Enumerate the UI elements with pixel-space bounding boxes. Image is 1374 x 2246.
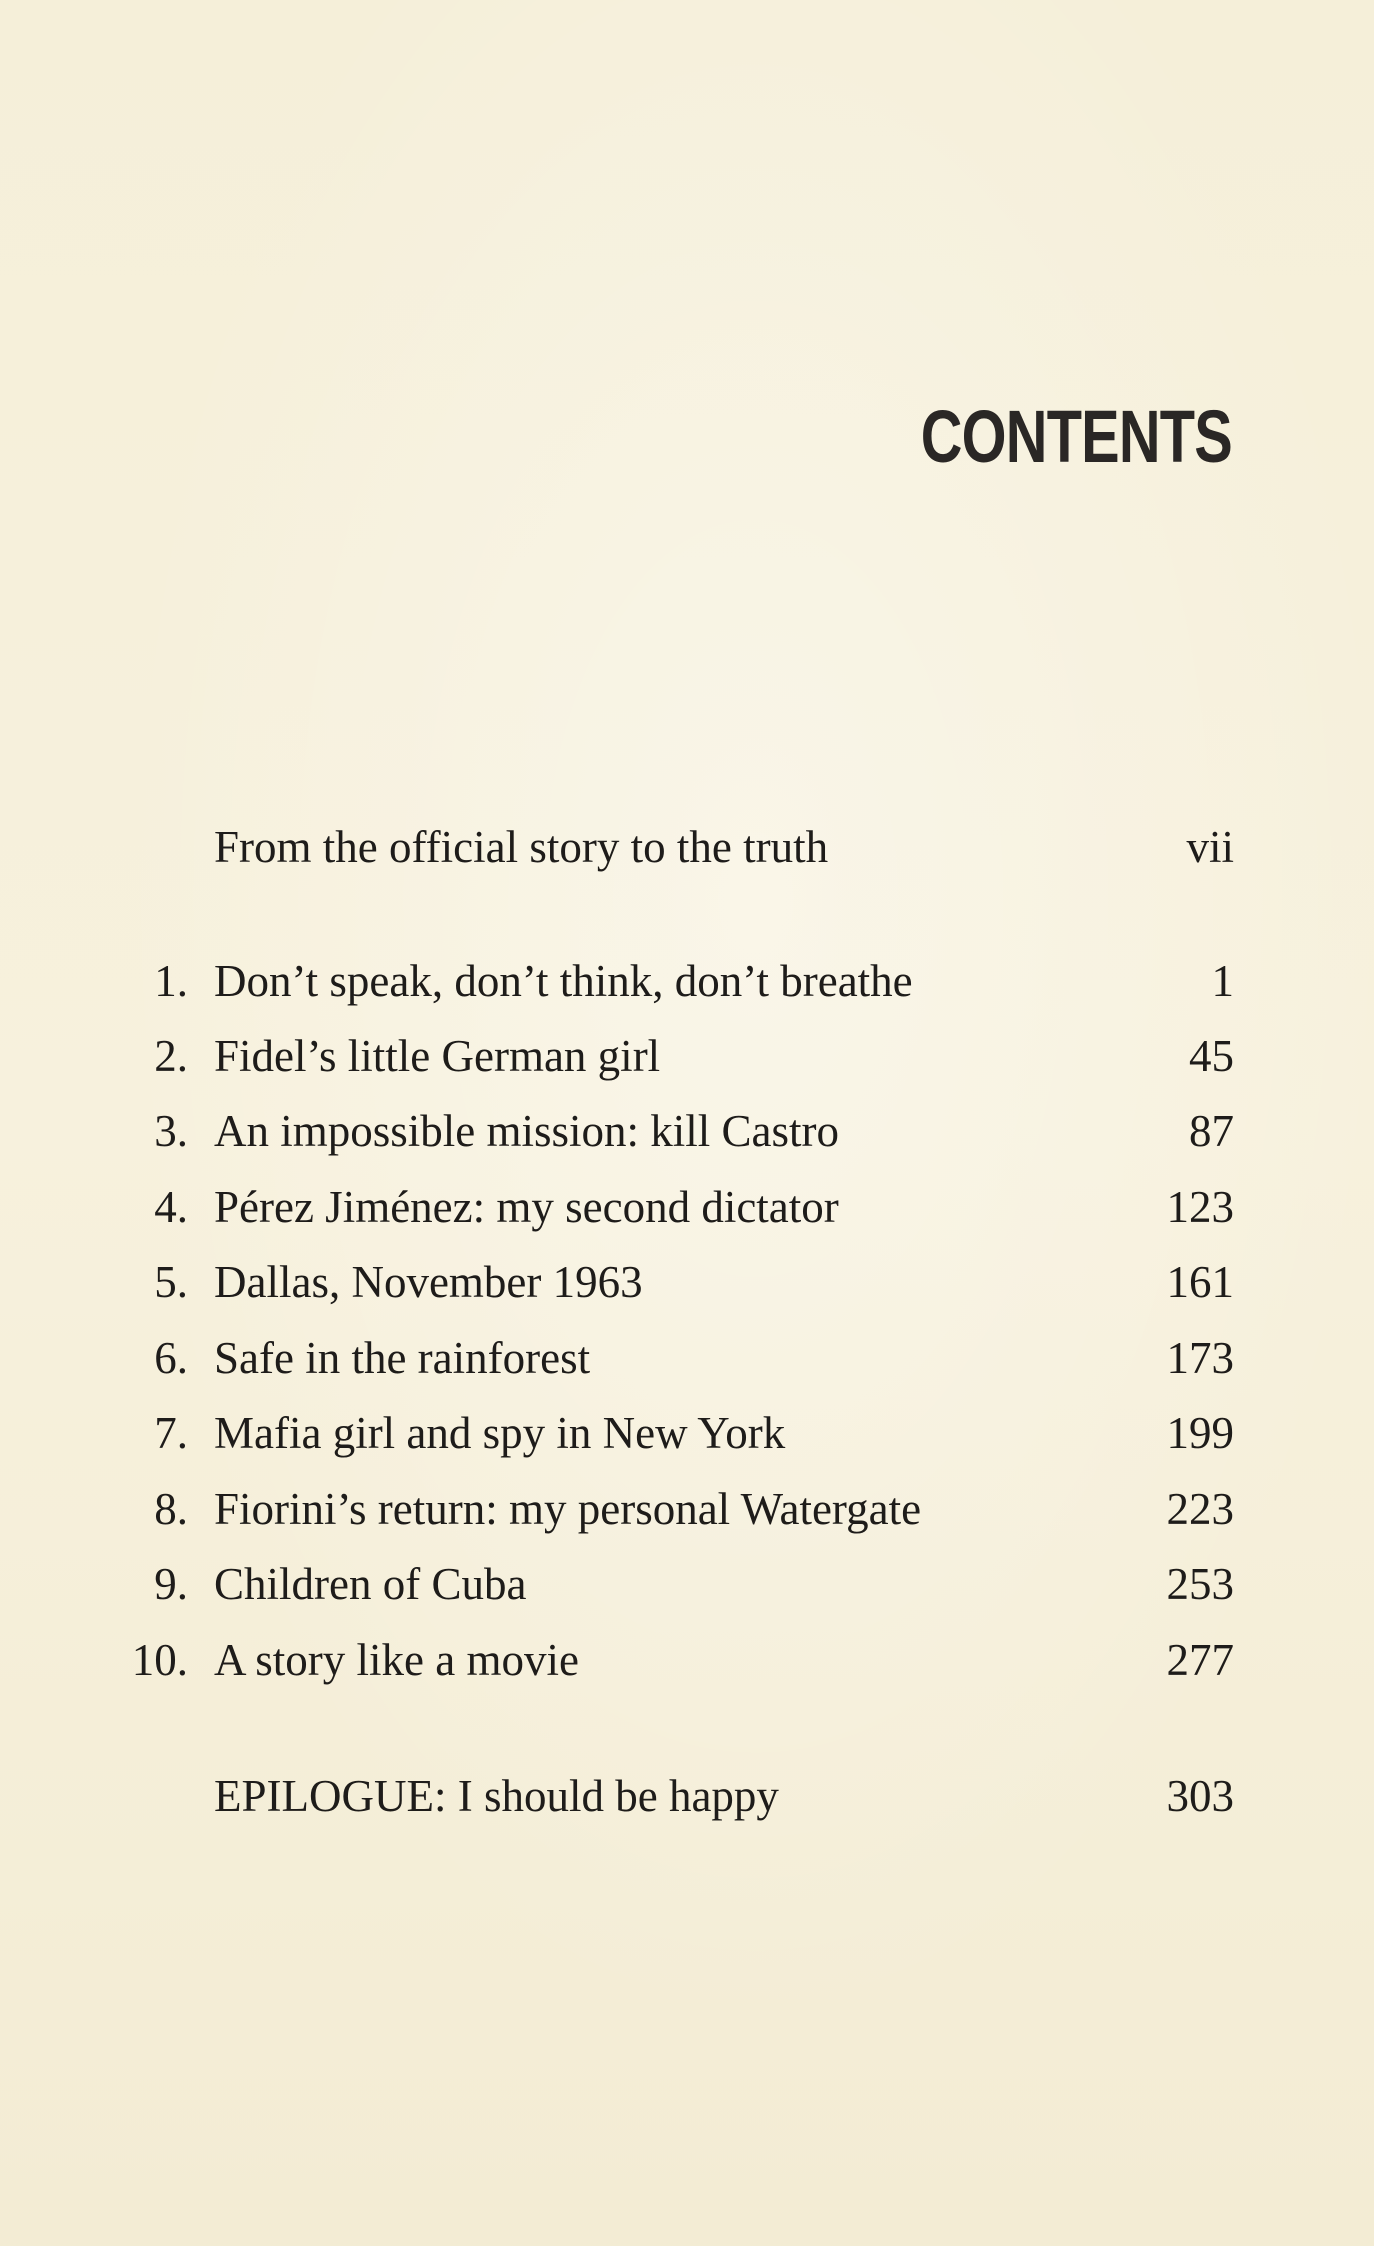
toc-entry-chapter-6[interactable]	[0, 1328, 1374, 1388]
chapter-title: Mafia girl and spy in New York	[214, 1408, 786, 1458]
chapter-number: 3.	[154, 1106, 188, 1156]
chapter-title: Fidel’s little German girl	[214, 1031, 661, 1081]
toc-entry-title: From the official story to the truth	[214, 822, 829, 872]
toc-entry-chapter-3[interactable]	[0, 1101, 1374, 1161]
chapter-page: 45	[1189, 1031, 1234, 1081]
chapter-page: 123	[1166, 1182, 1234, 1232]
chapter-title: Pérez Jiménez: my second dictator	[214, 1182, 839, 1232]
chapter-page: 253	[1166, 1559, 1234, 1609]
chapter-title: Safe in the rainforest	[214, 1333, 591, 1383]
chapter-number: 6.	[154, 1333, 188, 1383]
chapter-number: 7.	[154, 1408, 188, 1458]
chapter-title: Fiorini’s return: my personal Watergate	[214, 1484, 922, 1534]
toc-entry-chapter-8[interactable]	[0, 1479, 1374, 1539]
chapter-title: An impossible mission: kill Castro	[214, 1106, 840, 1156]
chapter-title: A story like a movie	[214, 1635, 579, 1685]
toc-entry-preface[interactable]	[0, 817, 1374, 877]
chapter-title: Children of Cuba	[214, 1559, 527, 1609]
chapter-page: 199	[1166, 1408, 1234, 1458]
chapter-number: 5.	[154, 1257, 188, 1307]
toc-entry-chapter-2[interactable]	[0, 1026, 1374, 1086]
chapter-page: 87	[1189, 1106, 1234, 1156]
chapter-page: 173	[1166, 1333, 1234, 1383]
chapter-title: Don’t speak, don’t think, don’t breathe	[214, 956, 913, 1006]
chapter-number: 9.	[154, 1559, 188, 1609]
toc-entry-chapter-4[interactable]	[0, 1177, 1374, 1237]
chapter-number: 1.	[154, 956, 188, 1006]
chapter-page: 161	[1166, 1257, 1234, 1307]
toc-entry-title: EPILOGUE: I should be happy	[214, 1771, 779, 1821]
toc-entry-page: vii	[1186, 822, 1234, 872]
chapter-page: 223	[1166, 1484, 1234, 1534]
chapter-number: 4.	[154, 1182, 188, 1232]
chapter-number: 2.	[154, 1031, 188, 1081]
toc-entry-chapter-7[interactable]	[0, 1403, 1374, 1463]
chapter-number: 10.	[131, 1635, 188, 1685]
toc-entry-chapter-10[interactable]	[0, 1630, 1374, 1690]
page-title: CONTENTS	[920, 395, 1232, 478]
toc-entry-page: 303	[1166, 1771, 1234, 1821]
toc-entry-epilogue[interactable]	[0, 1766, 1374, 1826]
toc-entry-chapter-1[interactable]	[0, 951, 1374, 1011]
toc-entry-chapter-5[interactable]	[0, 1252, 1374, 1312]
chapter-page: 277	[1166, 1635, 1234, 1685]
chapter-title: Dallas, November 1963	[214, 1257, 643, 1307]
toc-entry-chapter-9[interactable]	[0, 1554, 1374, 1614]
chapter-page: 1	[1211, 956, 1234, 1006]
chapter-number: 8.	[154, 1484, 188, 1534]
